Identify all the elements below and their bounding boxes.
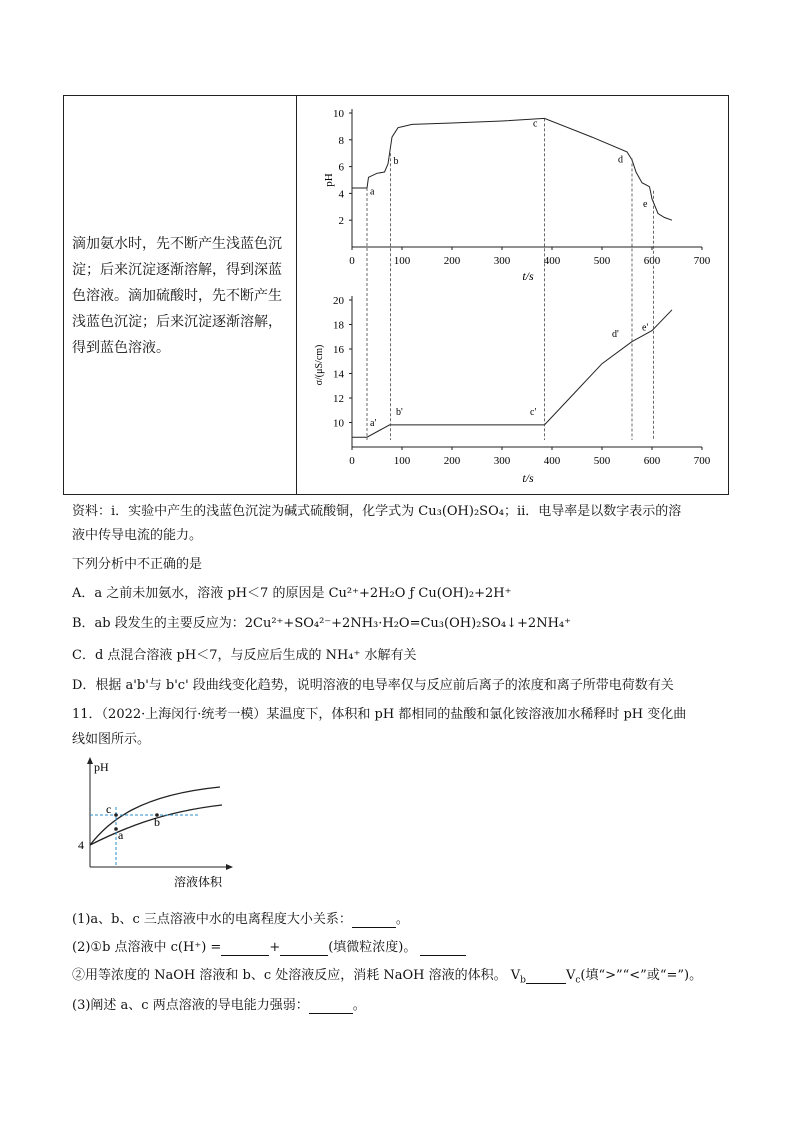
ph-x-label: t/s — [522, 269, 534, 283]
sub1-text: (1)a、b、c 三点溶液中水的电离程度大小关系： — [72, 912, 352, 927]
point-label: b' — [396, 407, 403, 419]
x-tick-label: 0 — [349, 455, 355, 467]
point-label: e — [643, 198, 648, 210]
y-tick-label: 6 — [338, 161, 344, 174]
answer-blank-3[interactable] — [526, 968, 566, 984]
dilution-ytick-4: 4 — [78, 838, 84, 852]
x-tick-label: 700 — [693, 255, 711, 267]
y-tick-label: 4 — [338, 188, 344, 201]
y-tick-label: 20 — [333, 295, 344, 307]
x-tick-label: 300 — [493, 455, 511, 467]
answer-blank-4[interactable] — [309, 998, 353, 1014]
sub3-v: V — [565, 968, 576, 983]
x-tick-label: 200 — [443, 455, 461, 467]
y-tick-label: 16 — [333, 344, 344, 356]
ph-y-label: pH — [323, 173, 335, 187]
x-tick-label: 600 — [643, 455, 661, 467]
answer-blank-2b[interactable] — [280, 940, 328, 956]
x-tick-label: 0 — [349, 255, 355, 267]
y-tick-label: 8 — [338, 134, 344, 147]
sub-question-2 — [72, 936, 466, 956]
dilution-y-label: pH — [94, 760, 109, 774]
y-tick-label: 10 — [333, 108, 344, 120]
x-tick-label: 100 — [393, 455, 411, 467]
x-tick-label: 300 — [493, 255, 511, 267]
question-text: 下列分析中不正确的是 — [72, 557, 203, 572]
y-tick-label: 10 — [333, 417, 344, 430]
x-tick-label: 500 — [593, 455, 611, 467]
sub4-text: (3)阐述 a、c 两点溶液的导电能力强弱： — [72, 998, 309, 1013]
answer-blank-2c[interactable] — [420, 940, 466, 956]
cond-x-label: t/s — [522, 471, 534, 485]
x-tick-label: 500 — [593, 255, 611, 267]
sub2-text: (2)①b 点溶液中 c(H⁺) = — [72, 940, 222, 955]
option-d: D．根据 a'b'与 b'c' 段曲线变化趋势，说明溶液的电导率仅与反应前后离子的浓度和离子所带电荷数有关 — [72, 678, 674, 693]
question-11: 11．（2022·上海闵行·统考一模）某温度下，体积和 pH 都相同的盐酸和氯化铵溶液加水稀释时 pH 变化曲 — [72, 707, 687, 722]
sub-question-4 — [72, 994, 366, 1014]
point-label: b — [393, 155, 399, 167]
sub3-hint: (填“>”“<”或“=”)。 — [580, 968, 703, 983]
x-tick-label: 700 — [693, 455, 711, 467]
sub3-sub-c: c — [575, 975, 581, 986]
point-a: a — [118, 828, 124, 842]
sub-question-1 — [72, 908, 409, 928]
phenomenon-text: 滴加氨水时，先不断产生浅蓝色沉淀；后来沉淀逐渐溶解，得到深蓝色溶液。滴加硫酸时，先不断产生浅蓝色沉淀；后来沉淀逐渐溶解，得到蓝色溶液。 — [72, 236, 282, 356]
x-tick-label: 600 — [643, 255, 661, 267]
option-c: C．d 点混合溶液 pH＜7，与反应后生成的 NH₄⁺ 水解有关 — [72, 648, 417, 663]
point-label: a — [370, 186, 375, 198]
sub3-sub-b: b — [520, 975, 526, 986]
point-c: c — [106, 802, 112, 816]
info-line-2: 液中传导电流的能力。 — [72, 528, 203, 543]
question-11-cont: 线如图所示。 — [72, 732, 151, 747]
sub4-end: 。 — [352, 998, 366, 1013]
option-a: A．a 之前未加氨水，溶液 pH＜7 的原因是 Cu²⁺+2H₂O ƒ Cu(OH)₂+2H⁺ — [72, 586, 512, 601]
dilution-chart — [70, 755, 240, 895]
info-line-1: 资料：ⅰ．实验中产生的浅蓝色沉淀为碱式硫酸铜，化学式为 Cu₃(OH)₂SO₄；ⅱ．电导率是以数字表示的溶 — [72, 504, 682, 519]
y-tick-label: 18 — [333, 319, 344, 332]
sub3-text: ②用等浓度的 NaOH 溶液和 b、c 处溶液反应，消耗 NaOH 溶液的体积。 V — [72, 968, 521, 983]
point-label: d — [618, 154, 623, 166]
x-tick-label: 200 — [443, 255, 461, 267]
sub2-plus: + — [269, 940, 281, 955]
x-tick-label: 400 — [543, 455, 561, 467]
x-tick-label: 400 — [543, 255, 561, 267]
y-tick-label: 14 — [333, 368, 344, 381]
answer-blank-1[interactable] — [352, 912, 396, 928]
option-b: B．ab 段发生的主要反应为：2Cu²⁺+SO₄²⁻+2NH₃·H₂O=Cu₃(OH)₂SO₄↓+2NH₄⁺ — [72, 616, 571, 631]
sub1-end: 。 — [395, 912, 409, 927]
sub2-hint: (填微粒浓度)。 — [328, 940, 417, 955]
table-divider — [296, 96, 297, 494]
point-label: c — [533, 118, 538, 130]
dilution-x-label: 溶液体积 — [174, 875, 223, 889]
point-label: e' — [642, 322, 649, 334]
dashed-connectors — [300, 100, 720, 440]
point-b: b — [154, 815, 160, 829]
y-tick-label: 12 — [333, 393, 344, 405]
x-tick-label: 100 — [393, 255, 411, 267]
point-label: d' — [612, 328, 619, 340]
point-label: a' — [370, 418, 377, 430]
cond-y-label: σ/(μS/cm) — [314, 344, 325, 386]
point-label: c' — [530, 407, 537, 419]
answer-blank-2a[interactable] — [221, 940, 269, 956]
y-tick-label: 2 — [338, 215, 344, 228]
sub-question-3 — [72, 964, 702, 986]
